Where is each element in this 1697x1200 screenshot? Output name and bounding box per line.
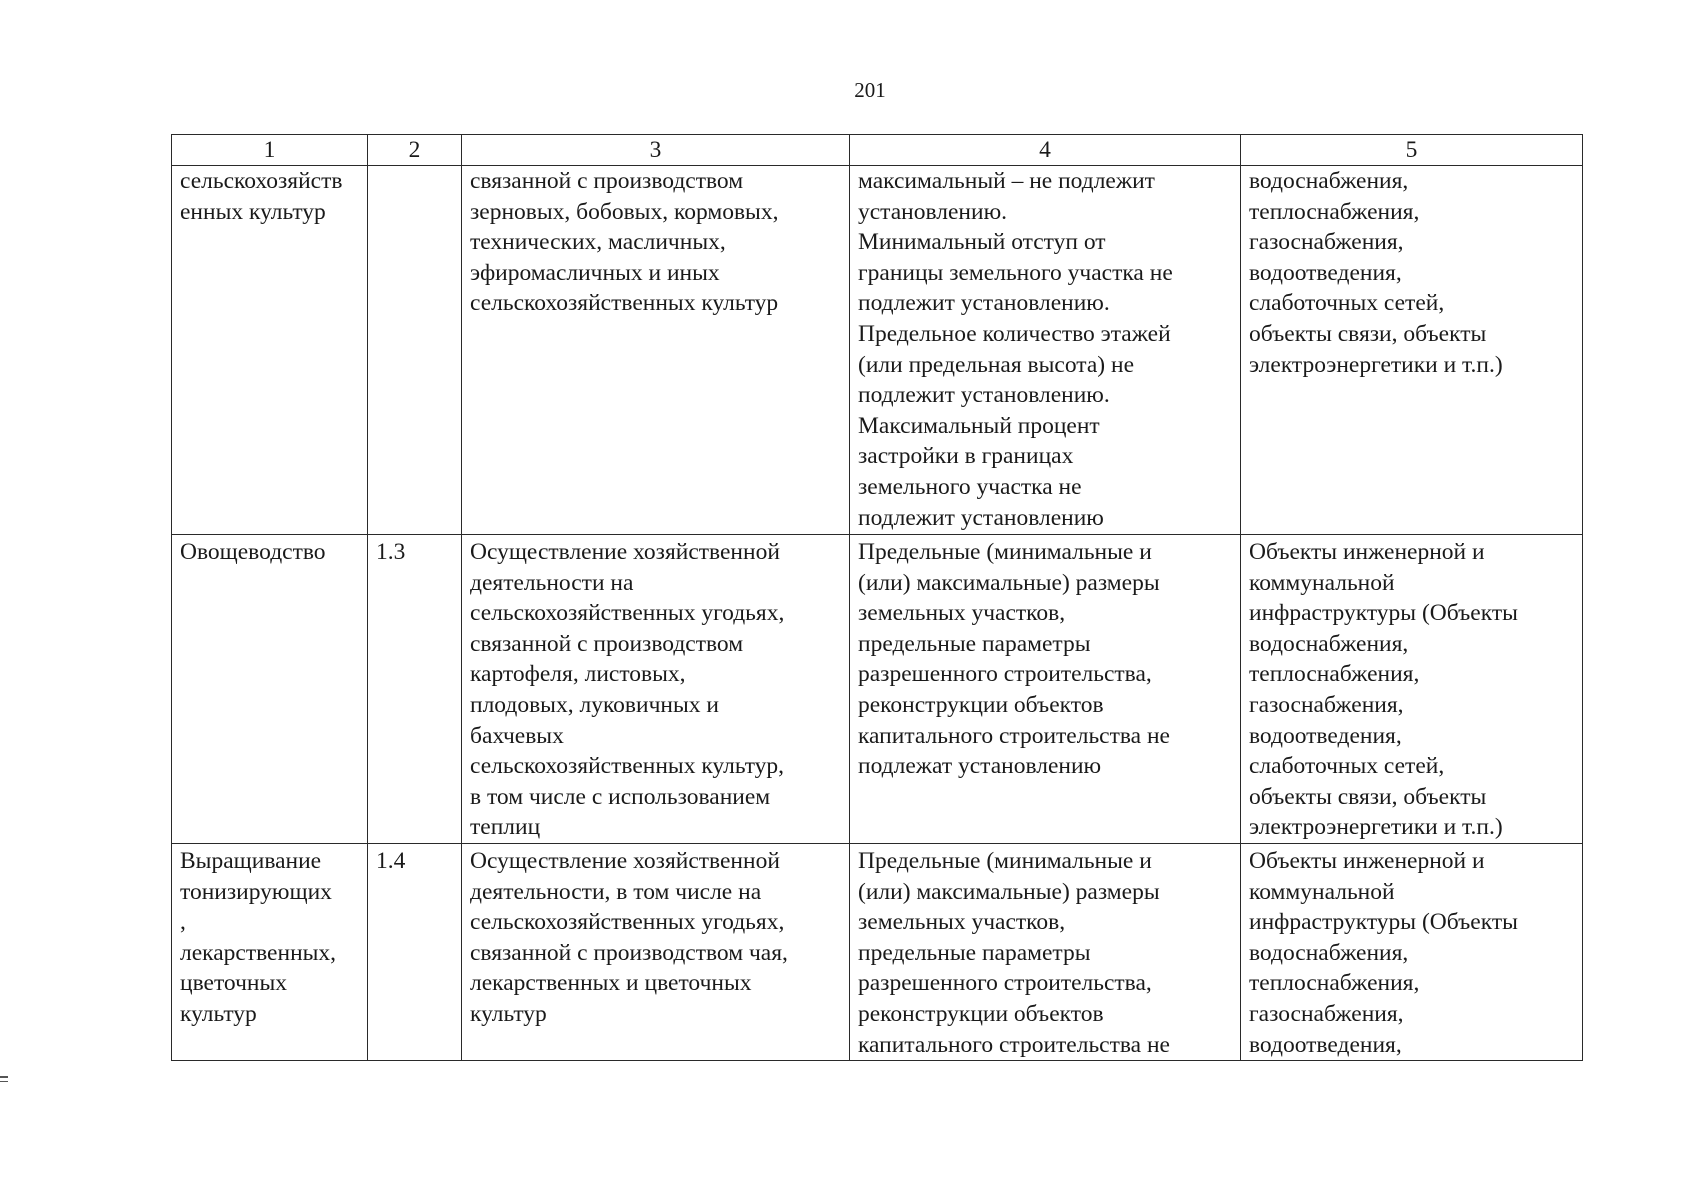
code-cell [368, 843, 462, 1060]
column-header: 1 [172, 135, 368, 166]
parameters-cell [850, 843, 1241, 1060]
cell-text: Объекты инженерной и коммунальной инфраструктуры (Объекты водоснабжения, теплоснабжения, газоснабжения, водоотведения, слаботочных сетей, объекты связи, объекты электроэнергетики и т.п.) [1249, 539, 1518, 841]
column-header: 3 [462, 135, 850, 166]
cell-text: сельскохозяйств енных культур [180, 168, 343, 225]
scan-artifact-mark [0, 1076, 10, 1086]
cell-text: 1.3 [376, 539, 406, 565]
cell-text: связанной с производством зерновых, бобовых, кормовых, технических, масличных, эфиромасличных и иных сельскохозяйственных культур [470, 168, 779, 317]
code-cell [368, 166, 462, 535]
infrastructure-cell [1241, 843, 1583, 1060]
table-header-row [172, 135, 1583, 166]
description-cell [462, 166, 850, 535]
land-use-table [171, 134, 1583, 1061]
table-row [172, 166, 1583, 535]
column-header: 4 [850, 135, 1241, 166]
infrastructure-cell [1241, 166, 1583, 535]
column-header: 2 [368, 135, 462, 166]
table-row [172, 535, 1583, 844]
page-number: 201 [854, 78, 886, 102]
description-cell [462, 535, 850, 844]
cell-text: Выращивание тонизирующих , лекарственных, цветочных культур [180, 847, 337, 1027]
parameters-cell [850, 166, 1241, 535]
cell-text: Объекты инженерной и коммунальной инфраструктуры (Объекты водоснабжения, теплоснабжения, газоснабжения, водоотведения, [1249, 847, 1518, 1058]
land-use-type-cell [172, 166, 368, 535]
land-use-type-cell [172, 843, 368, 1060]
cell-text: Осуществление хозяйственной деятельности на сельскохозяйственных угодьях, связанной с производством картофеля, листовых, плодовых, луковичных и бахчевых сельскохозяйственных культур, в том числе с использованием теплиц [470, 539, 785, 841]
infrastructure-cell [1241, 535, 1583, 844]
cell-text: максимальный – не подлежит установлению. Минимальный отступ от границы земельного участка не подлежит установлению. Предельное количество этажей (или предельная высота) не подлежит установлению. Максимальный процент застройки в границах земельного участка не подлежит установлению [858, 168, 1173, 531]
cell-text: Предельные (минимальные и (или) максимальные) размеры земельных участков, предельные параметры разрешенного строительства, реконструкции объектов капитального строительства не подлежат установлению [858, 539, 1170, 780]
parameters-cell [850, 535, 1241, 844]
land-use-type-cell [172, 535, 368, 844]
cell-text: Овощеводство [180, 539, 326, 565]
cell-text: Осуществление хозяйственной деятельности, в том числе на сельскохозяйственных угодьях, связанной с производством чая, лекарственных и цветочных культур [470, 847, 788, 1027]
table-row [172, 843, 1583, 1060]
cell-text: 1.4 [376, 847, 406, 874]
column-header: 5 [1241, 135, 1583, 166]
description-cell [462, 843, 850, 1060]
code-cell [368, 535, 462, 844]
cell-text: водоснабжения, теплоснабжения, газоснабжения, водоотведения, слаботочных сетей, объекты связи, объекты электроэнергетики и т.п.) [1249, 168, 1503, 378]
cell-text: Предельные (минимальные и (или) максимальные) размеры земельных участков, предельные параметры разрешенного строительства, реконструкции объектов капитального строительства не [858, 847, 1170, 1058]
